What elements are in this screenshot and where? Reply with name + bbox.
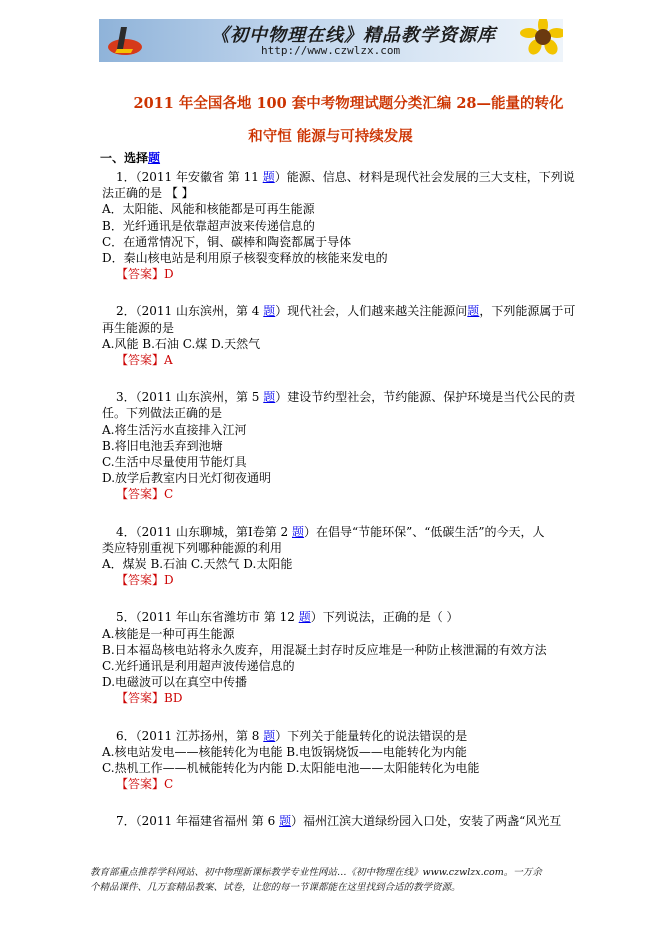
header-banner (99, 19, 563, 62)
question-text: 5．（2011 年山东省潍坊市 第 12 (116, 610, 299, 625)
question-link[interactable]: 题 (263, 304, 276, 319)
question-6-line (116, 728, 467, 744)
question-1-line (102, 250, 388, 266)
question-1-line (116, 169, 575, 185)
question-text: ）下列说法，正确的是（ ） (310, 610, 459, 625)
question-6-line (102, 744, 467, 760)
question-text: A.风能 B.石油 C.煤 D.天然气 (102, 336, 261, 351)
question-3-line (116, 389, 575, 405)
question-4-line (116, 524, 545, 540)
question-text: A.将生活污水直接排入江河 (102, 422, 247, 437)
question-text: D.电磁波可以在真空中传播 (102, 675, 248, 690)
question-link[interactable]: 题 (279, 814, 292, 829)
question-3-line (102, 405, 222, 421)
question-link[interactable]: 题 (467, 304, 480, 319)
footer-line-1: 教育部重点推荐学科网站、初中物理新课标教学专业性网站…《初中物理在线》www.czwlzx.com。一万余 (90, 867, 542, 878)
question-4-line (102, 540, 282, 556)
question-text: ）建设节约型社会，节约能源、保护环境是当代公民的责 (275, 390, 576, 405)
question-text: 3．（2011 山东滨州，第 5 (116, 390, 264, 405)
question-text: 6．（2011 江苏扬州，第 8 (116, 728, 264, 743)
question-3-line (102, 422, 246, 438)
section-heading (100, 150, 160, 166)
sunflower-icon (503, 19, 563, 62)
question-text: ，下列能源属于可 (479, 304, 576, 319)
answer-label: 【答案】 (116, 777, 165, 792)
question-text: 法正确的是 【 】 (102, 186, 194, 201)
question-text: ）下列关于能量转化的说法错误的是 (275, 728, 468, 743)
question-1-line (102, 234, 351, 250)
question-text: A.核电站发电——核能转化为电能 B.电饭锅烧饭——电能转化为内能 (102, 744, 467, 759)
banner-title: 《初中物理在线》精品教学资源库 (211, 25, 496, 46)
question-text: A.核能是一种可再生能源 (102, 626, 235, 641)
question-text: ）能源、信息、材料是现代社会发展的三大支柱，下列说 (274, 170, 575, 184)
page-footer (90, 865, 570, 895)
question-link[interactable]: 题 (298, 610, 311, 625)
question-5-line (116, 609, 459, 625)
question-text: 2．（2011 山东滨州，第 4 (116, 304, 264, 319)
answer-line (116, 352, 173, 368)
question-text: A．煤炭 B.石油 C.天然气 D.太阳能 (102, 557, 293, 571)
question-text: D．秦山核电站是利用原子核裂变释放的核能来发电的 (102, 251, 388, 265)
question-text: C.光纤通讯是利用超声波传递信息的 (102, 659, 295, 673)
question-3-line (102, 454, 247, 470)
question-text: B.日本福岛核电站将永久废弃，用混凝土封存时反应堆是一种防止核泄漏的有效方法 (102, 642, 547, 657)
question-2-line (116, 303, 575, 319)
answer-line (116, 266, 174, 282)
answer-value: C (164, 777, 174, 792)
question-text: 再生能源的是 (102, 320, 175, 335)
question-text: ）现代社会，人们越来越关注能源问 (275, 304, 468, 319)
question-5-line (102, 626, 234, 642)
question-text: ）在倡导“节能环保”、“低碳生活”的今天，人 (304, 524, 545, 539)
question-1-line (102, 201, 315, 217)
question-text: A．太阳能、风能和核能都是可再生能源 (102, 202, 315, 217)
question-text: 类应特别重视下列哪种能源的利用 (102, 540, 283, 555)
answer-line (116, 776, 173, 792)
question-5-line (102, 658, 295, 674)
site-logo-icon (107, 25, 145, 57)
question-7-line (116, 813, 561, 829)
answer-value: C (164, 487, 174, 502)
question-1-line (102, 185, 194, 201)
document-title-line-1: 2011 年全国各地 100 套中考物理试题分类汇编 28—能量的转化 (133, 95, 564, 112)
answer-value: D (164, 267, 174, 282)
question-4-line (102, 556, 292, 572)
question-text: C.生活中尽量使用节能灯具 (102, 455, 247, 469)
question-link[interactable]: 题 (263, 390, 276, 405)
question-link[interactable]: 题 (292, 524, 305, 539)
question-text: 1．（2011 年安徽省 第 11 (116, 170, 263, 184)
question-5-line (102, 674, 247, 690)
section-heading-link[interactable]: 题 (148, 151, 161, 165)
answer-label: 【答案】 (116, 267, 165, 282)
answer-label: 【答案】 (116, 573, 165, 588)
footer-line-2: 个精品课件、几万套精品教案、试卷，让您的每一节课都能在这里找到合适的教学资源。 (90, 882, 461, 893)
question-text: C．在通常情况下，铜、碳棒和陶瓷都属于导体 (102, 234, 352, 249)
question-2-line (102, 320, 174, 336)
section-heading-text: 一、选择 (100, 151, 149, 165)
question-3-line (102, 438, 223, 454)
answer-line (116, 690, 182, 706)
question-5-line (102, 642, 547, 658)
answer-label: 【答案】 (116, 353, 165, 367)
question-link[interactable]: 题 (262, 170, 275, 184)
answer-value: D (164, 573, 174, 588)
answer-label: 【答案】 (116, 487, 165, 502)
question-text: 7．（2011 年福建省福州 第 6 (116, 814, 280, 829)
answer-label: 【答案】 (116, 691, 165, 706)
answer-value: A (164, 353, 173, 367)
document-title-line-2: 和守恒 能源与可持续发展 (248, 128, 413, 145)
question-6-line (102, 760, 479, 776)
question-3-line (102, 470, 271, 486)
question-link[interactable]: 题 (263, 728, 276, 743)
question-1-line (102, 218, 315, 234)
answer-line (116, 486, 173, 502)
question-2-line (102, 336, 260, 352)
question-text: 4．（2011 山东聊城，第Ⅰ卷第 2 (116, 524, 292, 539)
question-text: B.将旧电池丢弃到池塘 (102, 438, 223, 453)
answer-line (116, 572, 174, 588)
question-text: ）福州江滨大道绿纷园入口处，安装了两盏“风光互 (291, 814, 562, 829)
banner-url: http://www.czwlzx.com (261, 44, 401, 57)
question-text: B．光纤通讯是依靠超声波来传递信息的 (102, 218, 315, 233)
question-text: D.放学后教室内日光灯彻夜通明 (102, 471, 272, 486)
question-text: C.热机工作——机械能转化为内能 D.太阳能电池——太阳能转化为电能 (102, 761, 480, 775)
question-text: 任。下列做法正确的是 (102, 406, 223, 421)
answer-value: BD (164, 691, 183, 706)
